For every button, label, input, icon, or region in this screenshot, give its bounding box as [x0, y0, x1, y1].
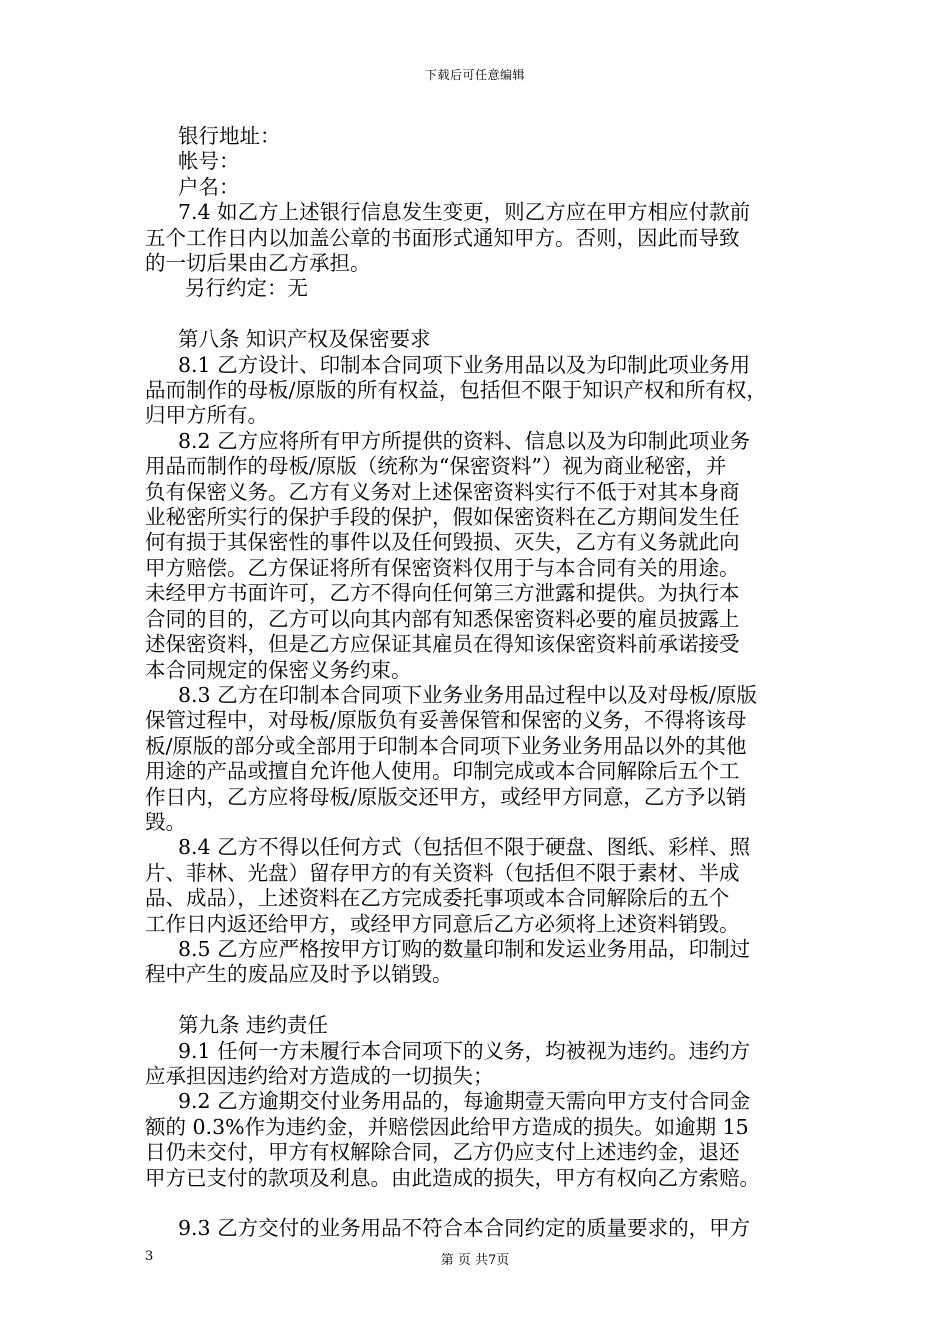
- text-line: 保管过程中，对母板/原版负有妥善保管和保密的义务，不得将该母: [145, 708, 747, 733]
- text-line: 程中产生的废品应及时予以销毁。: [145, 962, 453, 987]
- text-line: 9.1 任何一方未履行本合同项下的义务，均被视为违约。违约方: [178, 1038, 751, 1063]
- bank-name-line: 户名：: [178, 174, 240, 199]
- text-line: 五个工作日内以加盖公章的书面形式通知甲方。否则，因此而导致: [145, 225, 740, 250]
- text-line: 毁。: [145, 809, 186, 834]
- text-line: 9.3 乙方交付的业务用品不符合本合同约定的质量要求的，甲方: [178, 1216, 751, 1241]
- page-header: 下载后可任意编辑: [424, 68, 525, 82]
- text-line: 应承担因违约给对方造成的一切损失；: [145, 1064, 494, 1088]
- clause-8-2: [145, 429, 810, 683]
- article-9-title: 第九条 违约责任: [178, 1013, 329, 1038]
- text-line: 品、成品），上述资料在乙方完成委托事项或本合同解除后的五个: [145, 886, 730, 911]
- text-line: 日仍未交付，甲方有权解除合同，乙方仍应支付上述违约金，退还: [145, 1140, 740, 1165]
- text-line: 归甲方所有。: [145, 403, 268, 428]
- page-label: 第 页 共7页: [440, 1253, 510, 1268]
- text-line: 9.2 乙方逾期交付业务用品的，每逾期壹天需向甲方支付合同金: [178, 1089, 751, 1114]
- text-line: 7.4 如乙方上述银行信息发生变更，则乙方应在甲方相应付款前: [178, 200, 751, 225]
- text-line: 8.3 乙方在印制本合同项下业务业务用品过程中以及对母板/原版: [178, 682, 758, 707]
- text-line: 板/原版的部分或全部用于印制本合同项下业务业务用品以外的其他: [145, 733, 747, 758]
- clause-8-3: [145, 683, 810, 835]
- clause-8-5: [145, 937, 810, 988]
- text-line: 8.4 乙方不得以任何方式（包括但不限于硬盘、图纸、彩样、照: [178, 835, 751, 860]
- text-line: 述保密资料，但是乙方应保证其雇员在得知该保密资料前承诺接受: [145, 632, 740, 657]
- article-8-title: 第八条 知识产权及保密要求: [178, 327, 431, 352]
- clause-9-1: [145, 1039, 810, 1090]
- clause-8-1: [145, 353, 810, 429]
- bank-address-line: 银行地址：: [178, 124, 281, 148]
- bank-account-line: 帐号：: [178, 149, 240, 174]
- text-line: 何有损于其保密性的事件以及任何毁损、灭失，乙方有义务就此向: [145, 530, 740, 555]
- text-line: 作日内，乙方应将母板/原版交还甲方，或经甲方同意，乙方予以销: [145, 784, 747, 809]
- clause-9-2: [145, 1089, 810, 1191]
- text-line: 片、菲林、光盘）留存甲方的有关资料（包括但不限于素材、半成: [145, 860, 740, 885]
- text-line: 用途的产品或擅自允许他人使用。印制完成或本合同解除后五个工: [145, 759, 740, 784]
- clause-8-4: [145, 835, 810, 937]
- document-body: [145, 124, 810, 1242]
- text-line: 业秘密所实行的保护手段的保护，假如保密资料在乙方期间发生任: [145, 505, 740, 530]
- page-number: 3: [145, 1249, 154, 1264]
- text-line: 的一切后果由乙方承担。: [145, 251, 371, 276]
- text-line: 用品而制作的母板/原版（统称为“保密资料”）视为商业秘密，并: [145, 454, 727, 479]
- text-line: 甲方已支付的款项及利息。由此造成的损失，甲方有权向乙方索赔。: [145, 1165, 760, 1190]
- text-line: 工作日内返还给甲方，或经甲方同意后乙方必须将上述资料销毁。: [145, 911, 740, 936]
- text-line: 品而制作的母板/原版的所有权益，包括但不限于知识产权和所有权，: [145, 378, 767, 403]
- text-line: 负有保密义务。乙方有义务对上述保密资料实行不低于对其本身商: [145, 479, 740, 504]
- text-line: 甲方赔偿。乙方保证将所有保密资料仅用于与本合同有关的用途。: [145, 555, 740, 580]
- other-agreement: 另行约定：无: [185, 276, 308, 301]
- clause-7-4: [145, 200, 810, 276]
- text-line: 8.5 乙方应严格按甲方订购的数量印制和发运业务用品，印制过: [178, 936, 751, 961]
- text-line: 8.2 乙方应将所有甲方所提供的资料、信息以及为印制此项业务: [178, 428, 751, 453]
- text-line: 本合同规定的保密义务约束。: [145, 657, 412, 682]
- text-line: 额的 0.3%作为违约金，并赔偿因此给甲方造成的损失。如逾期 15: [145, 1114, 749, 1139]
- clause-9-3: [145, 1216, 810, 1241]
- text-line: 8.1 乙方设计、印制本合同项下业务用品以及为印制此项业务用: [178, 352, 751, 377]
- text-line: 未经甲方书面许可，乙方不得向任何第三方泄露和提供。为执行本: [145, 581, 740, 606]
- text-line: 合同的目的，乙方可以向其内部有知悉保密资料必要的雇员披露上: [145, 606, 740, 631]
